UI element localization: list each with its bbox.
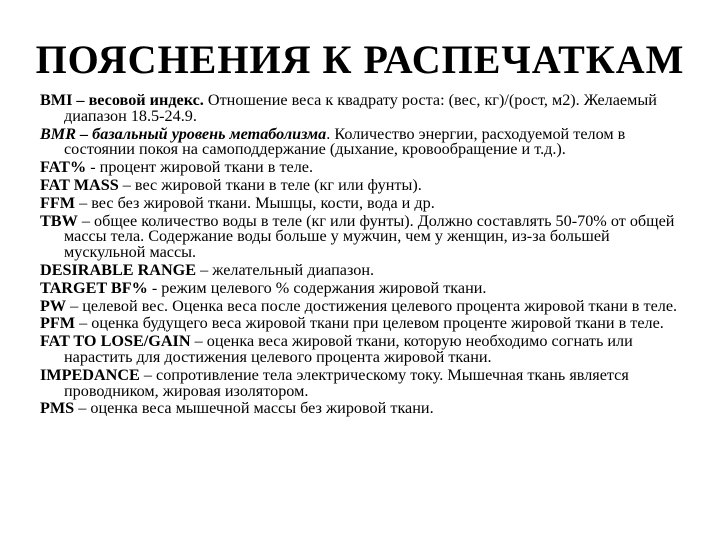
definition-text: – целевой вес. Оценка веса после достижения целевого процента жировой ткани в теле. <box>66 296 678 315</box>
definition-term: FAT TO LOSE/GAIN <box>40 332 191 351</box>
definition-term: PW <box>40 296 67 315</box>
definition-item-pw <box>40 296 692 315</box>
definition-text: – вес жировой ткани в теле (кг или фунты). <box>118 175 422 194</box>
definition-term: FAT MASS <box>40 175 119 194</box>
definition-term: BMI – весовой индекс. <box>40 91 204 109</box>
definition-text: – желательный диапазон. <box>196 260 375 279</box>
definition-term: FAT% <box>40 158 87 177</box>
definition-term: BMR – базальный уровень метаболизма <box>40 124 327 143</box>
definition-text: – вес без жировой ткани. Мышцы, кости, вода и др. <box>75 193 435 212</box>
definition-item-ffm <box>40 193 692 212</box>
definition-item-bmi <box>40 93 692 125</box>
definition-item-impedance <box>40 365 692 400</box>
slide-title: ПОЯСНЕНИЯ К РАСПЕЧАТКАМ <box>35 37 685 82</box>
definition-item-fat-percent <box>40 160 692 176</box>
definition-text: – оценка будущего веса жировой ткани при целевом проценте жировой ткани в теле. <box>75 314 664 333</box>
definition-term: PFM <box>40 314 76 333</box>
definition-term: IMPEDANCE <box>40 365 140 384</box>
definition-item-bmr <box>40 124 692 159</box>
definition-text: – общее количество воды в теле (кг или фунты). Должно составлять 50-70% от общей массы тела. Содержание воды больше у мужчин, чем у женщин, из-за большей мускульной массы. <box>64 211 675 262</box>
definition-item-fat-to-lose-gain <box>40 334 692 366</box>
definition-text: – оценка веса мышечной массы без жировой ткани. <box>74 399 434 418</box>
definition-item-pfm <box>40 316 692 332</box>
definition-term: DESIRABLE RANGE <box>40 260 197 279</box>
definition-item-target-bf <box>40 278 692 297</box>
definition-text: . Количество энергии, расходуемой телом в состоянии покоя на самоподдержание (дыхание, кровообращение и т.д.). <box>64 124 626 159</box>
definition-text: - процент жировой ткани в теле. <box>86 158 314 177</box>
definition-item-pms <box>40 401 692 417</box>
definition-item-desirable-range <box>40 260 692 279</box>
definition-term: FFM <box>40 193 76 212</box>
definition-term: PMS <box>40 399 75 418</box>
definition-text: – сопротивление тела электрическому току. Мышечная ткань является проводником, жировая изолятором. <box>64 365 629 400</box>
definition-item-tbw <box>40 211 692 262</box>
definition-term: TARGET BF% <box>40 278 148 297</box>
definition-list <box>40 93 692 419</box>
definition-text: Отношение веса к квадрату роста: (вес, кг)/(рост, м2). Желаемый диапазон 18.5-24.9. <box>64 91 657 125</box>
definition-text: - режим целевого % содержания жировой ткани. <box>147 278 487 297</box>
definition-term: TBW <box>40 211 78 230</box>
definition-item-fat-mass <box>40 175 692 194</box>
definition-text: – оценка веса жировой ткани, которую необходимо согнать или нарастить для достижения целевого процента жировой ткани. <box>64 332 633 366</box>
